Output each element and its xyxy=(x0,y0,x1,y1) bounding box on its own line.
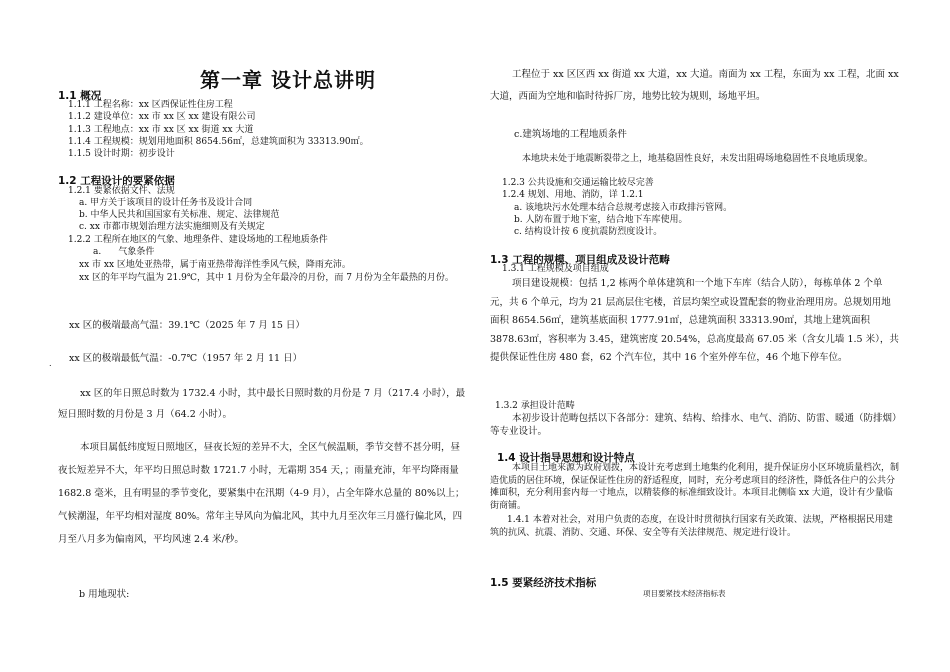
section-1-4-heading: 1.4 设计指导思想和设计特点 xyxy=(497,452,635,464)
geo-label: c.建筑场地的工程地质条件 xyxy=(514,129,627,140)
scope-para: 本初步设计范畴包括以下各部分：建筑、结构、给排水、电气、消防、防雷、暖通（防排烟）等专业设计。 xyxy=(490,413,897,437)
weather-label: a. 气象条件 xyxy=(93,247,155,257)
max-temp: xx 区的极端最高气温：39.1℃（2025 年 7 月 15 日） xyxy=(69,320,305,331)
climate-para: 本项目属低纬度短日照地区，昼夜长短的差异不大，全区气候温顺，季节交替不甚分明，昼夜长短差异不大，年平均日照总时数 1721.7 小时，无霜期 354 天，；雨量充沛，年平均降雨量 1682.8 毫米，且有明显的季节变化，要紧集中在汛期（4-9 月），占全年降水总量的 80%以上；气候潮湿，年平均相对湿度 80%。常年主导风向为偏北风，其中九月至次年三月盛行偏北风，四月至八月多为偏南风，平均风速 2.4 米/秒。 xyxy=(58,442,465,545)
basis-item: a. 甲方关于该项目的设计任务书及设计合同 xyxy=(79,198,253,208)
section-1-1-heading: 1.1 概况 xyxy=(58,90,102,102)
overview-item: 1.1.1 工程名称：xx 区西保证性住房工程 xyxy=(68,100,233,110)
site-status-label: b 用地现状: xyxy=(79,589,130,600)
stray-dot: . xyxy=(49,359,52,368)
table-caption: 项目要紧技术经济指标表 xyxy=(643,589,726,598)
subsection-1-2-4: 1.2.4 规划、用地、消防，详 1.2.1 xyxy=(502,190,644,200)
sunshine-para: xx 区的年日照总时数为 1732.4 小时，其中最长日照时数的月份是 7 月（217.4 小时），最短日照时数的月份是 3 月（64.2 小时）。 xyxy=(58,388,466,420)
scale-para: 项目建设规模：包括 1,2 栋两个单体建筑和一个地下车库（结合人防），每栋单体 2 个单元，共 6 个单元，均为 21 层高层住宅楼，首层均架空或设置配套的物业治理用房。总规划用地面积 8654.56㎡，建筑基底面积 1777.91㎡，总建筑面积 33313.90㎡，其地上建筑面积 3878.63㎡，容积率为 3.45，建筑密度 20.54%，总高度最高 67.05 米（含女儿墙 1.5 米），共提供保证性住房 480 套，62 个汽车位，其中 16 个室外停车位，46 个地下停车位。 xyxy=(490,278,899,363)
section-1-2-heading: 1.2 工程设计的要紧依据 xyxy=(58,175,175,187)
climate-text: xx 市 xx 区地处亚热带，属于南亚热带海洋性季风气候，降雨充沛。 xyxy=(79,260,351,270)
subsection-1-3-1: 1.3.1 工程规模及项目组成 xyxy=(502,264,609,274)
page-title: 第一章 设计总讲明 xyxy=(200,68,376,92)
overview-item: 1.1.2 建设单位：xx 市 xx 区 xx 建设有限公司 xyxy=(68,112,256,122)
location-para: 工程位于 xx 区区西 xx 街道 xx 大道，xx 大道。南面为 xx 工程，东面为 xx 工程，北面 xx 大道，西面为空地和临时待拆厂房，地势比较为规则，场地平坦。 xyxy=(490,69,899,102)
section-1-3-heading: 1.3 工程的规模、项目组成及设计范畴 xyxy=(490,254,670,266)
subsection-1-3-2: 1.3.2 承担设计范畴 xyxy=(495,401,575,411)
overview-item: 1.1.4 工程规模：规划用地面积 8654.56㎡，总建筑面积为 33313.90㎡。 xyxy=(68,137,369,147)
subsection-1-2-3: 1.2.3 公共设施和交通运输比较尽完善 xyxy=(502,178,654,188)
subsection-1-2-2: 1.2.2 工程所在地区的气象、地理条件、建设场地的工程地质条件 xyxy=(68,235,328,245)
basis-item: b. 中华人民共和国国家有关标准、规定、法律规范 xyxy=(79,210,280,220)
min-temp: xx 区的极端最低气温：-0.7℃（1957 年 2 月 11 日） xyxy=(69,353,303,364)
plan-item: c. 结构设计按 6 度抗震防烈度设计。 xyxy=(514,227,663,237)
geo-para: 本地块未处于地震断裂带之上，地基稳固性良好，未发出阻碍场地稳固性不良地质现象。 xyxy=(522,154,874,164)
basis-item: c. xx 市都市规划治理方法实施细则及有关规定 xyxy=(79,222,265,232)
section-1-5-heading: 1.5 要紧经济技术指标 xyxy=(490,577,597,589)
overview-item: 1.1.5 设计时期：初步设计 xyxy=(68,149,175,159)
plan-item: a. 该地块污水处理本结合总规考虑接入市政排污管网。 xyxy=(514,203,733,213)
guideline-para: 本项目土地来源为政府划拨，本设计充考虑到土地集约化利用，提升保证房小区环境质量档次，制造优质的居住环境，保证保证性住房的舒适程度，同时，充分考虑项目的经济性，降低各住户的公共分摊面积，充分利用套内每一寸地点，以精装修的标准细致设计。本项目北侧临 xx 大道，设计有少量临街商铺。 xyxy=(490,463,900,511)
subsection-1-2-1: 1.2.1 要紧依据文件、法规 xyxy=(68,186,175,196)
overview-item: 1.1.3 工程地点：xx 市 xx 区 xx 街道 xx 大道 xyxy=(68,125,254,135)
guideline-para-2: 1.4.1 本着对社会，对用户负责的态度，在设计时贯彻执行国家有关政策、法规，严格根据民用建筑的抗风、抗震、消防、交通、环保、安全等有关法律规范、规定进行设计。 xyxy=(490,515,893,538)
plan-item: b. 人防布置于地下室，结合地下车库使用。 xyxy=(514,215,688,225)
climate-text: xx 区的年平均气温为 21.9℃，其中 1 月份为全年最冷的月份，而 7 月份为全年最热的月份。 xyxy=(79,273,454,283)
